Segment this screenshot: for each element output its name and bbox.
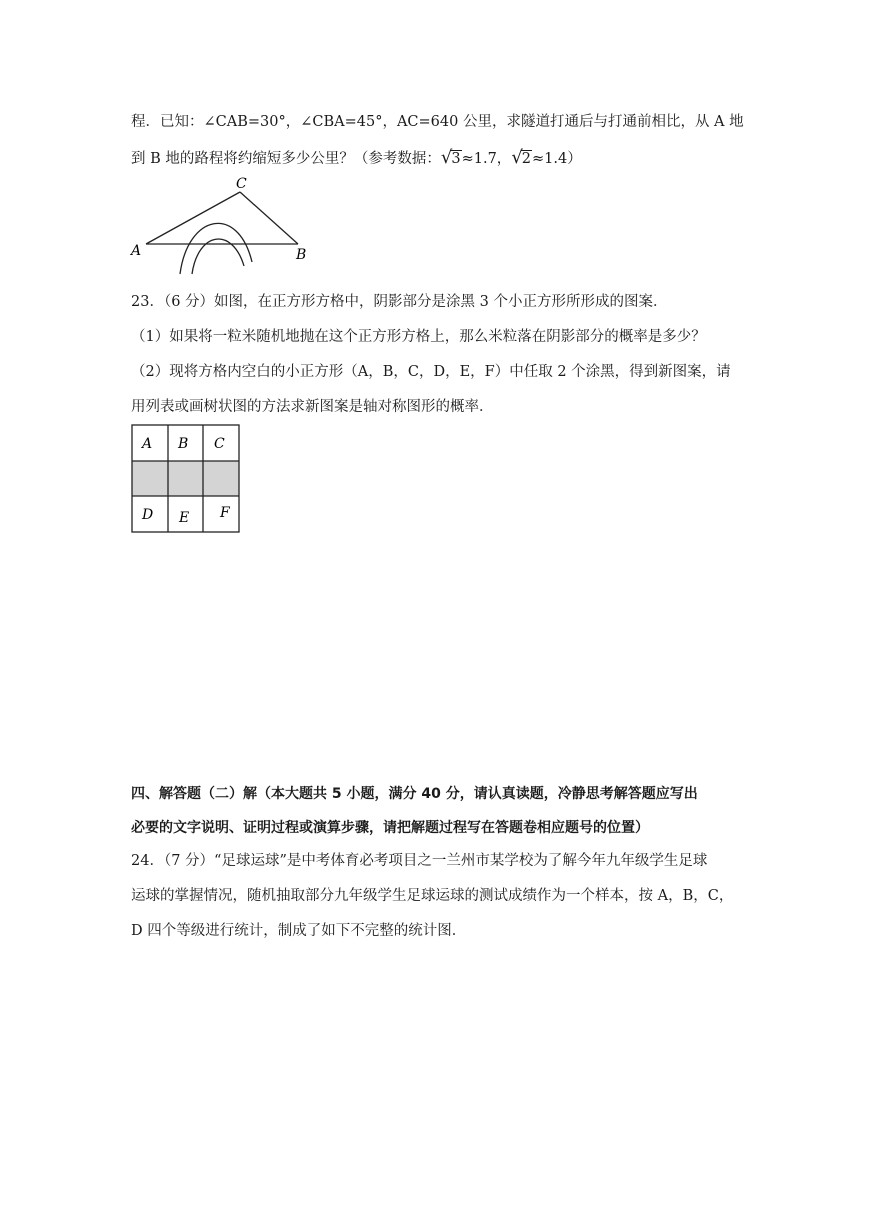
tunnel-arc-outer bbox=[180, 223, 252, 274]
label-c: C bbox=[236, 176, 247, 192]
q24-text-line-1: 24．（7 分）“足球运球”是中考体育必考项目之一兰州市某学校为了解今年九年级学生足球 bbox=[131, 853, 708, 869]
section4-heading-line-2: 必要的文字说明、证明过程或演算步骤，请把解题过程写在答题卷相应题号的位置） bbox=[131, 820, 649, 836]
q24-text-line-3: D 四个等级进行统计，制成了如下不完整的统计图． bbox=[131, 923, 467, 939]
q22-text-prefix: 到 B 地的路程将约缩短多少公里？（参考数据： bbox=[131, 151, 441, 167]
cell-f: F bbox=[220, 505, 230, 521]
cell-c: C bbox=[214, 436, 225, 452]
shaded-row bbox=[132, 461, 239, 496]
sqrt-2: √2 bbox=[511, 147, 532, 168]
q23-text-line-4: 用列表或画树状图的方法求新图案是轴对称图形的概率． bbox=[131, 399, 494, 415]
q24-text-line-2: 运球的掌握情况，随机抽取部分九年级学生足球运球的测试成绩作为一个样本，按 A，B，C， bbox=[131, 888, 734, 904]
label-a: A bbox=[131, 243, 142, 259]
cell-d: D bbox=[142, 507, 154, 523]
section4-heading-line-1: 四、解答题（二）解（本大题共 5 小题，满分 40 分，请认真读题，冷静思考解答题应写出 bbox=[131, 786, 698, 802]
segment-ac bbox=[146, 192, 240, 244]
q23-text-line-3: （2）现将方格内空白的小正方形（A，B，C，D，E，F）中任取 2 个涂黑，得到新图案，请 bbox=[131, 364, 731, 380]
sqrt-3: √3 bbox=[440, 147, 461, 168]
q22-text-line-1: 程．已知：∠CAB=30°，∠CBA=45°，AC=640 公里，求隧道打通后与打通前相比，从 A 地 bbox=[131, 114, 744, 130]
q22-text-line-2 bbox=[131, 148, 582, 169]
approx-2: ≈1.4） bbox=[532, 151, 582, 167]
cell-a: A bbox=[142, 436, 153, 452]
q23-text-line-1: 23．（6 分）如图，在正方形方格中，阴影部分是涂黑 3 个小正方形所形成的图案． bbox=[131, 294, 668, 310]
q23-text-line-2: （1）如果将一粒米随机地抛在这个正方形方格上，那么米粒落在阴影部分的概率是多少？ bbox=[131, 329, 706, 345]
cell-e: E bbox=[179, 510, 190, 526]
approx-3: ≈1.7， bbox=[461, 151, 512, 167]
label-b: B bbox=[296, 247, 307, 263]
segment-cb bbox=[240, 192, 298, 244]
square-grid-figure bbox=[131, 424, 240, 533]
cell-b: B bbox=[178, 436, 189, 452]
triangle-tunnel-figure bbox=[128, 174, 318, 278]
